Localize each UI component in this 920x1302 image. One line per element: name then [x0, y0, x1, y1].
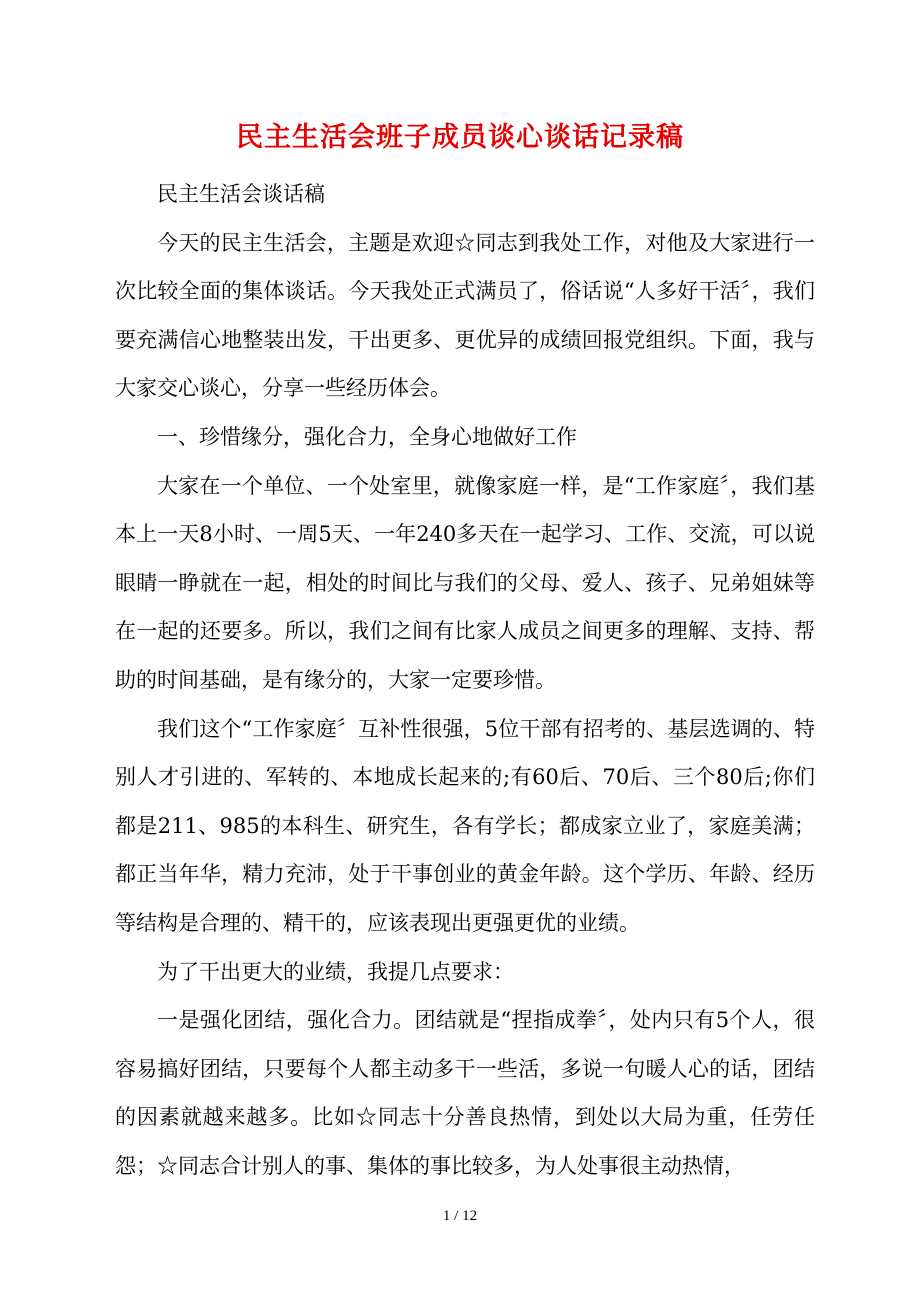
paragraph-intro: 今天的民主生活会，主题是欢迎☆同志到我处工作，对他及大家进行一次比较全面的集体谈话。今天我处正式满员了，俗话说“人多好干活〞，我们要充满信心地整装出发，干出更多、更优异的成绩回报党组织。下面，我与大家交心谈心，分享一些经历体会。 [115, 230, 815, 401]
paragraph-team-structure: 我们这个“工作家庭〞互补性很强，5位干部有招考的、基层选调的、特别人才引进的、军转的、本地成长起来的;有60后、70后、三个80后;你们都是211、985的本科生、研究生，各有学长；都成家立业了，家庭美满；都正当年华，精力充沛，处于干事创业的黄金年龄。这个学历、年龄、经历等结构是合理的、精干的，应该表现出更强更优的业绩。 [115, 716, 815, 935]
paragraph-requirement-1: 一是强化团结，强化合力。团结就是“捏指成拳〞，处内只有5个人，很容易搞好团结，只要每个人都主动多干一些活，多说一句暖人心的话，团结的因素就越来越多。比如☆同志十分善良热情，到处以大局为重，任劳任怨；☆同志合计别人的事、集体的事比较多，为人处事很主动热情， [115, 1008, 815, 1178]
document-body [115, 170, 815, 1190]
paragraph-work-family: 大家在一个单位、一个处室里，就像家庭一样，是“工作家庭〞，我们基本上一天8小时、一周5天、一年240多天在一起学习、工作、交流，可以说眼睛一睁就在一起，相处的时间比与我们的父母、爱人、孩子、兄弟姐妹等在一起的还要多。所以，我们之间有比家人成员之间更多的理解、支持、帮助的时间基础，是有缘分的，大家一定要珍惜。 [115, 473, 815, 692]
document-title: 民主生活会班子成员谈心谈话记录稿 [236, 122, 684, 153]
paragraph-requirements-intro: 为了干出更大的业绩，我提几点要求： [157, 959, 514, 984]
page-number: 1 / 12 [442, 1208, 478, 1224]
section-heading-1: 一、珍惜缘分，强化合力，全身心地做好工作 [157, 424, 577, 449]
paragraph-subtitle: 民主生活会谈话稿 [157, 182, 325, 206]
